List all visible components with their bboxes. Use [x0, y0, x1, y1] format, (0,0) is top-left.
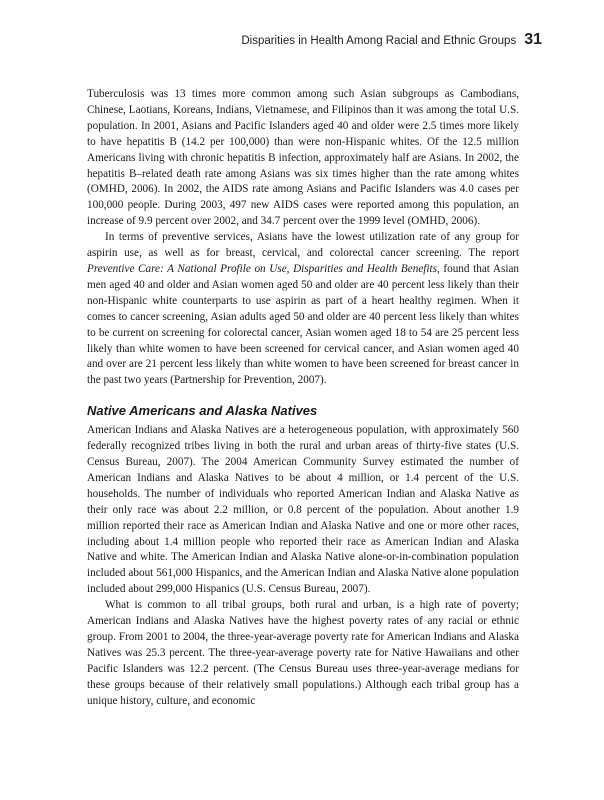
section-heading: Native Americans and Alaska Natives — [87, 403, 318, 419]
paragraph-preventive-services-text-2: , found that Asian men aged 40 and older and Asian women aged 50 and older are 40 percent less likely than their non-Hispanic white counterparts to use aspirin as part of a heart healthy regimen. When it comes to cancer screening, Asian adults aged 50 and older are 40 percent less likely than whites to be current on screening for colorectal cancer, Asian women aged 18 to 54 are 25 percent less likely than white women to have been screened for cervical cancer, and Asian women aged 40 and over are 21 percent less likely than white women to have been screened for breast cancer in the past two years (Partnership for Prevention, 2007). — [87, 262, 519, 387]
paragraph-preventive-services — [87, 230, 519, 389]
paragraph-preventive-services-text-1: In terms of preventive services, Asians have the lowest utilization rate of any group for aspirin use, as well as for breast, cervical, and colorectal cancer screening. The report — [87, 231, 519, 260]
paragraph-poverty: What is common to all tribal groups, both rural and urban, is a high rate of poverty; American Indians and Alaska Natives have the highest poverty rates of any racial or ethnic group. From 2001 to 2004, the three-year-average poverty rate for American Indians and Alaska Natives was 25.3 percent. The three-year-average poverty rate for Native Hawaiians and other Pacific Islanders was 12.2 percent. (The Census Bureau uses three-year-average medians for these groups because of their relatively small populations.) Although each tribal group has a unique history, culture, and economic — [87, 599, 519, 707]
running-head — [241, 31, 542, 49]
paragraph-population: American Indians and Alaska Natives are a heterogeneous population, with approximately 560 federally recognized tribes living in both the rural and urban areas of thirty-five states (U.S. Census Bureau, 2007). The 2004 American Community Survey estimated the number of American Indians and Alaska Natives to be about 4 million, or 1.4 percent of the U.S. households. The number of individuals who reported American Indian and Alaska Native as their only race was about 2.2 million, or 0.8 percent of the population. About another 1.9 million reported their race as American Indian and Alaska Native and one or more other races, including about 1.4 million people who reported their race as American Indian and Alaska Native and white. The American Indian and Alaska Native alone-or-in-combination population included about 561,000 Hispanics, and the American Indian and Alaska Native alone population included about 299,000 Hispanics (U.S. Census Bureau, 2007). — [87, 424, 519, 596]
page-number: 31 — [524, 31, 542, 48]
report-title: Preventive Care: A National Profile on Use, Disparities and Health Benefits — [87, 262, 437, 275]
running-title: Disparities in Health Among Racial and Ethnic Groups — [241, 35, 517, 47]
body-text — [87, 87, 519, 710]
paragraph-tuberculosis: Tuberculosis was 13 times more common among such Asian subgroups as Cambodians, Chinese, Laotians, Koreans, Indians, Vietnamese, and Filipinos than it was among the total U.S. population. In 2001, Asians and Pacific Islanders aged 40 and older were 2.5 times more likely to have hepatitis B (14.2 per 100,000) than were non-Hispanic whites. Of the 12.5 million Americans living with chronic hepatitis B infection, approximately half are Asians. In 2002, the hepatitis B–related death rate among Asians was six times higher than the rate among whites (OMHD, 2006). In 2002, the AIDS rate among Asians and Pacific Islanders was 4.0 cases per 100,000 people. During 2003, 497 new AIDS cases were reported among this population, an increase of 9.9 percent over 2002, and 34.7 percent over the 1999 level (OMHD, 2006). — [87, 88, 519, 228]
